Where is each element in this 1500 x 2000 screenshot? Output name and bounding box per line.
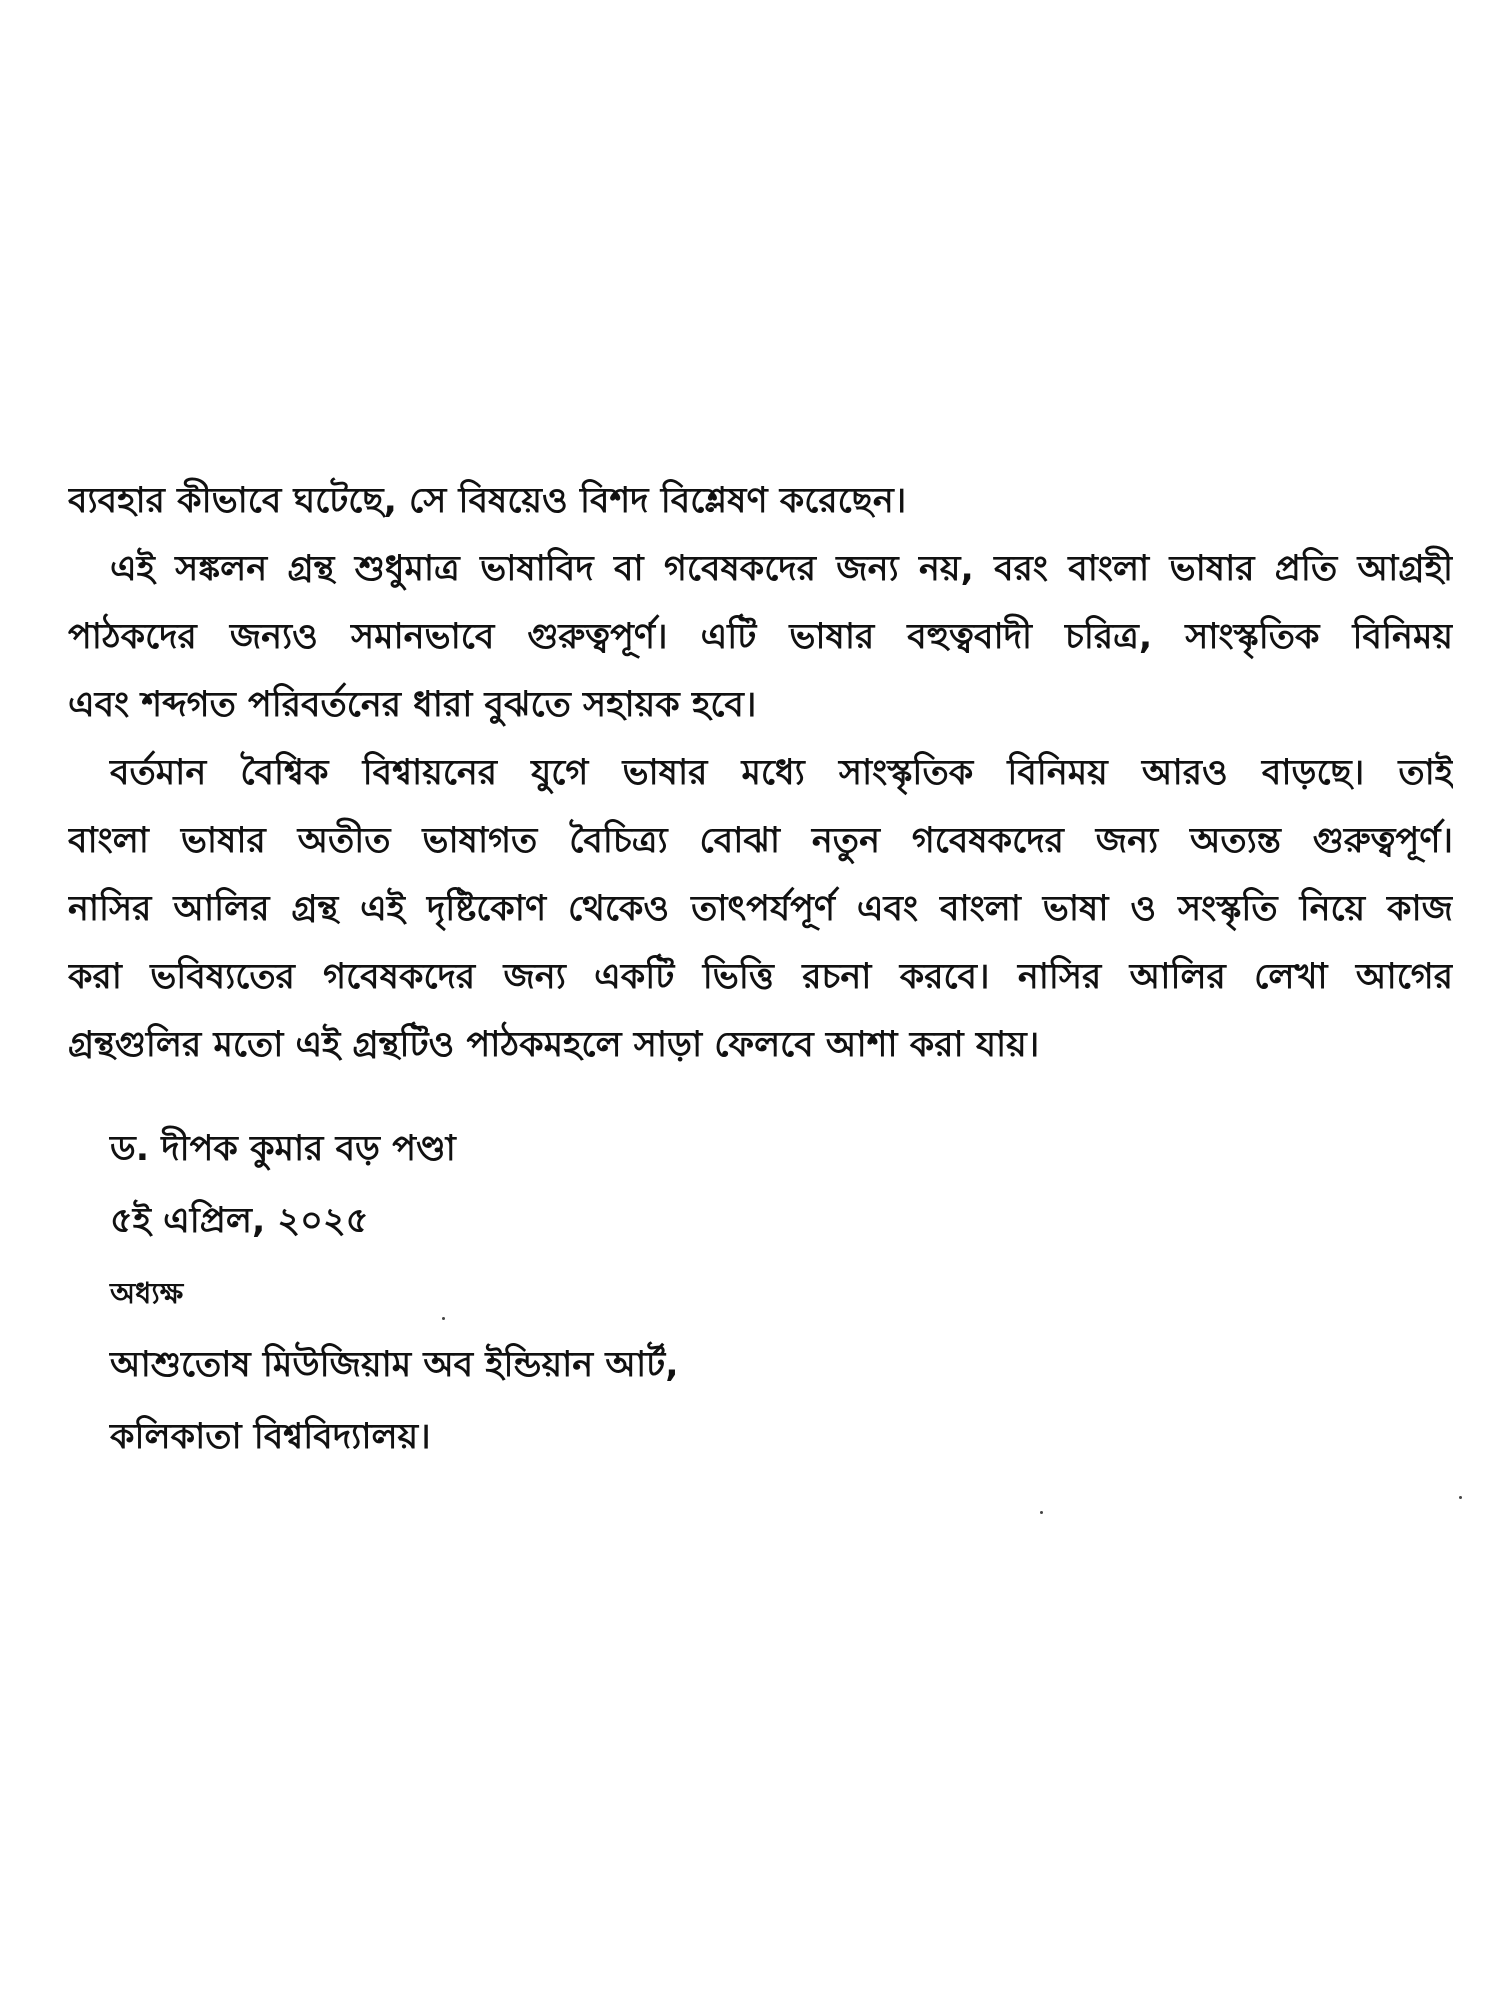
body-line-3: পাঠকদের জন্যও সমানভাবে গুরুত্বপূর্ণ। এটি ভাষার বহুত্ববাদী চরিত্র, সাংস্কৃতিক বিনিময় (68, 617, 1453, 657)
body-line-6: বাংলা ভাষার অতীত ভাষাগত বৈচিত্র্য বোঝা নতুন গবেষকদের জন্য অত্যন্ত গুরুত্বপূর্ণ। (68, 821, 1453, 861)
preface-body (68, 467, 1453, 1079)
body-line-4: এবং শব্দগত পরিবর্তনের ধারা বুঝতে সহায়ক হবে। (68, 685, 757, 725)
scan-speck (1459, 1496, 1462, 1499)
scan-speck (1040, 1511, 1043, 1514)
signature-date: ৫ই এপ্রিল, ২০২৫ (110, 1201, 369, 1241)
signatory-institution: আশুতোষ মিউজিয়াম অব ইন্ডিয়ান আর্ট, (110, 1345, 679, 1385)
signatory-university: কলিকাতা বিশ্ববিদ্যালয়। (110, 1417, 431, 1457)
signatory-role: অধ্যক্ষ (110, 1276, 184, 1310)
signature-block (110, 1113, 679, 1473)
body-line-5: বর্তমান বৈশ্বিক বিশ্বায়নের যুগে ভাষার মধ্যে সাংস্কৃতিক বিনিময় আরও বাড়ছে। তাই (110, 753, 1453, 793)
body-line-7: নাসির আলির গ্রন্থ এই দৃষ্টিকোণ থেকেও তাৎপর্যপূর্ণ এবং বাংলা ভাষা ও সংস্কৃতি নিয়ে কাজ (68, 889, 1453, 929)
body-line-2: এই সঙ্কলন গ্রন্থ শুধুমাত্র ভাষাবিদ বা গবেষকদের জন্য নয়, বরং বাংলা ভাষার প্রতি আগ্রহী (110, 549, 1453, 589)
scan-speck (442, 1317, 445, 1320)
body-line-8: করা ভবিষ্যতের গবেষকদের জন্য একটি ভিত্তি রচনা করবে। নাসির আলির লেখা আগের (68, 957, 1453, 997)
signatory-name: ড. দীপক কুমার বড় পণ্ডা (110, 1129, 456, 1169)
body-line-1: ব্যবহার কীভাবে ঘটেছে, সে বিষয়েও বিশদ বিশ্লেষণ করেছেন। (68, 481, 907, 521)
body-line-9: গ্রন্থগুলির মতো এই গ্রন্থটিও পাঠকমহলে সাড়া ফেলবে আশা করা যায়। (68, 1025, 1040, 1065)
